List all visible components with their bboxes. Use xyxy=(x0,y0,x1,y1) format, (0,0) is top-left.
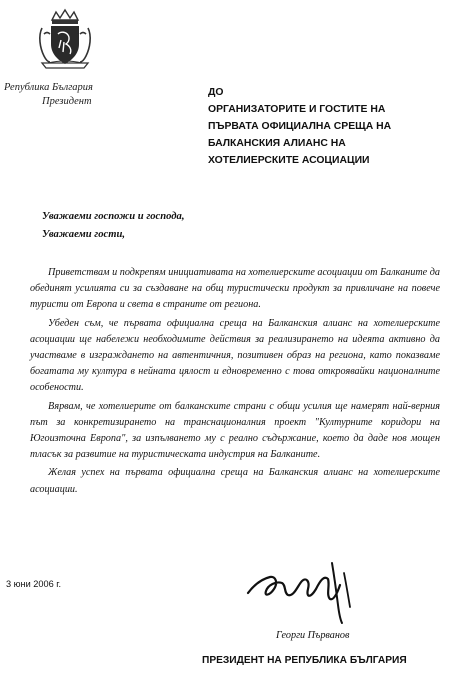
body-paragraph-text: Вярвам, че хотелиерите от балканските страни с общи усилия ще намерят най-верния път за конкретизирането на транснационалния проект "Културните коридори на Югоизточна Европа", за изпълването му с реално съдържание, което да даде нов мощен тласък за развитие на туристическата индустрия на Балканите. xyxy=(30,400,440,461)
salutation-line: Уважаеми гости, xyxy=(42,229,126,240)
body-paragraph xyxy=(30,399,440,464)
addressee-line: ПЪРВАТА ОФИЦИАЛНА СРЕЩА НА xyxy=(208,121,392,132)
addressee-line: ДО xyxy=(208,87,224,98)
addressee-line: БАЛКАНСКИЯ АЛИАНС НА xyxy=(208,138,346,149)
addressee-block xyxy=(208,84,444,169)
issuer-country: Република България xyxy=(4,82,93,93)
letter-date: 3 юни 2006 г. xyxy=(6,579,62,589)
body-paragraph-text: Убеден съм, че първата официална среща на Балканския алианс на хотелиерските асоциации ще набележи необходимите действия за реализирането на идеята активно да участваме в изграждането на автентичния, позитивен образ на региона, като показваме богатата му култура в нейната цялост и едновременно с това откроявайки националните особености. xyxy=(30,317,440,394)
body-paragraph xyxy=(30,265,440,314)
addressee-line: ОРГАНИЗАТОРИТЕ И ГОСТИТЕ НА xyxy=(208,104,386,115)
body-paragraph-text: Приветствам и подкрепям инициативата на хотелиерските асоциации от Балканите да обединят усилията си за създаване на общ туристически продукт за привличане на повече туристи от Европа и света в страните от региона. xyxy=(30,267,440,311)
salutation-line: Уважаеми госпожи и господа, xyxy=(42,211,185,222)
signatory-name: Георги Първанов xyxy=(276,630,350,641)
addressee-line: ХОТЕЛИЕРСКИТЕ АСОЦИАЦИИ xyxy=(208,155,370,166)
issuer-office: Президент xyxy=(42,96,92,107)
coat-of-arms-emblem xyxy=(36,8,94,70)
handwritten-signature xyxy=(240,555,390,625)
letter-body xyxy=(30,265,440,500)
body-paragraph xyxy=(30,316,440,397)
body-paragraph xyxy=(30,465,440,497)
signatory-title: ПРЕЗИДЕНТ НА РЕПУБЛИКА БЪЛГАРИЯ xyxy=(202,655,407,666)
body-paragraph-text: Желая успех на първата официална среща на Балканския алианс на хотелиерските асоциации. xyxy=(30,467,440,495)
